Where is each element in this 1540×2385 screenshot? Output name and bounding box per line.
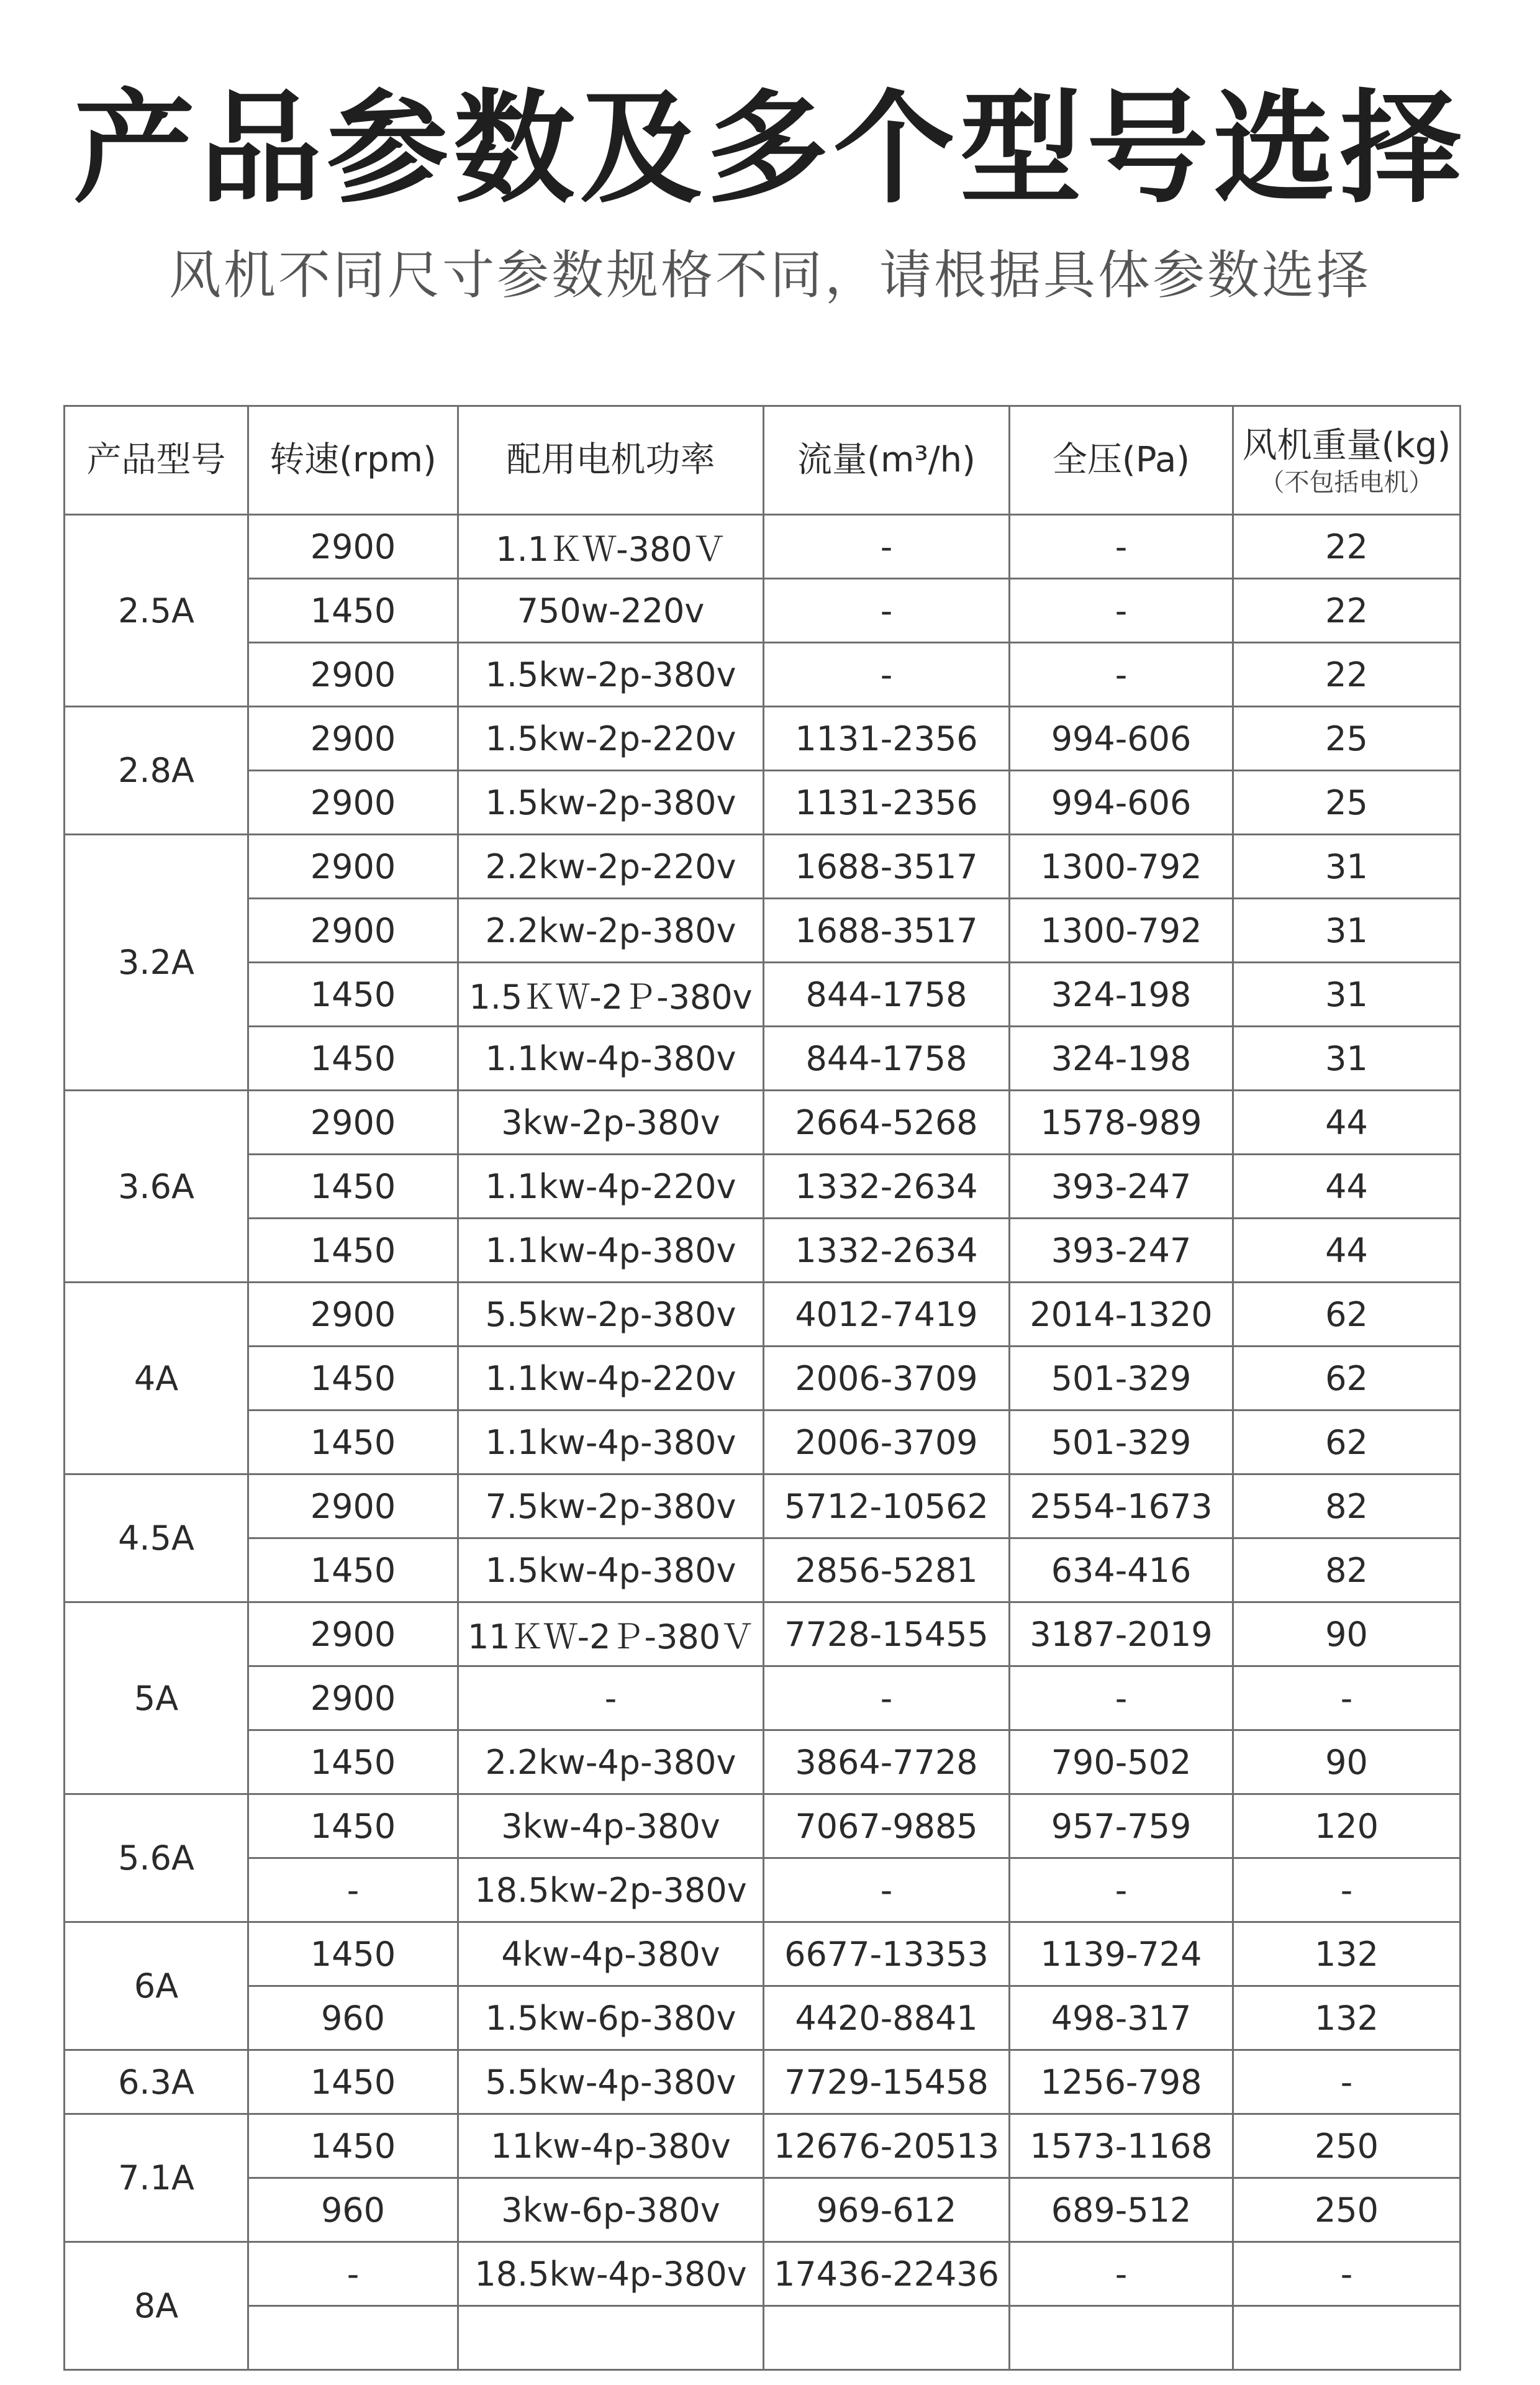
weight-cell: 44 (1233, 1091, 1461, 1155)
table-row (65, 835, 1461, 899)
power-cell: 7.5kw-2p-380v (458, 1474, 764, 1538)
pressure-cell: 324-198 (1010, 1027, 1233, 1091)
table-row (65, 963, 1461, 1027)
table-header-row (65, 406, 1461, 515)
flow-cell: 7729-15458 (764, 2050, 1010, 2114)
col-header-model-label: 产品型号 (86, 440, 226, 480)
flow-cell: 2006-3709 (764, 1347, 1010, 1411)
pressure-cell: 1300-792 (1010, 835, 1233, 899)
table-row (65, 1474, 1461, 1538)
weight-cell: 90 (1233, 1730, 1461, 1794)
power-cell: 2.2kw-2p-380v (458, 899, 764, 963)
pressure-cell: 1256-798 (1010, 2050, 1233, 2114)
weight-cell: 31 (1233, 835, 1461, 899)
pressure-cell: 501-329 (1010, 1411, 1233, 1474)
flow-cell: 1332-2634 (764, 1155, 1010, 1219)
power-cell: 5.5kw-4p-380v (458, 2050, 764, 2114)
flow-cell: 2856-5281 (764, 1538, 1010, 1602)
power-cell: 5.5kw-2p-380v (458, 1283, 764, 1347)
pressure-cell: 2554-1673 (1010, 1474, 1233, 1538)
table-row (65, 1858, 1461, 1922)
spec-table-body (65, 515, 1461, 2370)
speed-cell: 1450 (248, 1219, 458, 1283)
speed-cell: 1450 (248, 1347, 458, 1411)
col-header-model (65, 406, 248, 515)
power-cell: 4kw-4p-380v (458, 1922, 764, 1986)
weight-cell: 44 (1233, 1219, 1461, 1283)
table-row (65, 2178, 1461, 2242)
flow-cell: 12676-20513 (764, 2114, 1010, 2178)
table-row (65, 579, 1461, 643)
speed-cell: 1450 (248, 1027, 458, 1091)
table-row (65, 515, 1461, 579)
weight-cell: 22 (1233, 579, 1461, 643)
power-cell: 18.5kw-4p-380v (458, 2242, 764, 2306)
table-row (65, 1730, 1461, 1794)
flow-cell (764, 2306, 1010, 2370)
flow-cell: 1332-2634 (764, 1219, 1010, 1283)
weight-cell (1233, 2306, 1461, 2370)
power-cell: 1.1kw-4p-380v (458, 1411, 764, 1474)
speed-cell: 2900 (248, 643, 458, 707)
pressure-cell: 994-606 (1010, 707, 1233, 771)
power-cell: 1.5kw-2p-380v (458, 643, 764, 707)
model-cell: 6.3A (65, 2050, 248, 2114)
speed-cell: 1450 (248, 963, 458, 1027)
weight-cell: 25 (1233, 707, 1461, 771)
flow-cell: 844-1758 (764, 963, 1010, 1027)
col-header-weight-note: （不包括电机） (1259, 468, 1434, 497)
table-row (65, 1602, 1461, 1666)
pressure-cell: - (1010, 643, 1233, 707)
flow-cell: - (764, 1858, 1010, 1922)
speed-cell: 1450 (248, 1922, 458, 1986)
power-cell: 1.1kw-4p-220v (458, 1155, 764, 1219)
pressure-cell: 324-198 (1010, 963, 1233, 1027)
weight-cell: 31 (1233, 1027, 1461, 1091)
flow-cell: 1131-2356 (764, 707, 1010, 771)
model-cell: 3.6A (65, 1091, 248, 1283)
speed-cell: 1450 (248, 1538, 458, 1602)
model-cell: 2.5A (65, 515, 248, 707)
weight-cell: 132 (1233, 1986, 1461, 2050)
speed-cell: 2900 (248, 1474, 458, 1538)
flow-cell: 7728-15455 (764, 1602, 1010, 1666)
table-row (65, 1538, 1461, 1602)
pressure-cell: 1300-792 (1010, 899, 1233, 963)
flow-cell: 4012-7419 (764, 1283, 1010, 1347)
pressure-cell: 3187-2019 (1010, 1602, 1233, 1666)
speed-cell: 2900 (248, 899, 458, 963)
power-cell: 1.5ＫＷ-2Ｐ-380v (458, 963, 764, 1027)
power-cell (458, 2306, 764, 2370)
table-row (65, 1666, 1461, 1730)
speed-cell: 2900 (248, 515, 458, 579)
power-cell: 750w-220v (458, 579, 764, 643)
flow-cell: - (764, 1666, 1010, 1730)
weight-cell: 31 (1233, 899, 1461, 963)
speed-cell: 2900 (248, 771, 458, 835)
speed-cell: 2900 (248, 1091, 458, 1155)
power-cell: 1.5kw-2p-220v (458, 707, 764, 771)
power-cell: 1.5kw-4p-380v (458, 1538, 764, 1602)
flow-cell: 2006-3709 (764, 1411, 1010, 1474)
table-row (65, 2114, 1461, 2178)
col-header-power (458, 406, 764, 515)
model-cell: 5.6A (65, 1794, 248, 1922)
speed-cell: 2900 (248, 707, 458, 771)
table-row (65, 899, 1461, 963)
weight-cell: - (1233, 2050, 1461, 2114)
table-row (65, 2306, 1461, 2370)
pressure-cell: 2014-1320 (1010, 1283, 1233, 1347)
table-row (65, 771, 1461, 835)
power-cell: 3kw-2p-380v (458, 1091, 764, 1155)
col-header-speed-label: 转速(rpm) (270, 440, 437, 480)
speed-cell: 960 (248, 2178, 458, 2242)
table-row (65, 1027, 1461, 1091)
power-cell: 1.5kw-6p-380v (458, 1986, 764, 2050)
table-row (65, 643, 1461, 707)
col-header-pressure-label: 全压(Pa) (1052, 440, 1190, 480)
speed-cell: 1450 (248, 579, 458, 643)
speed-cell: 960 (248, 1986, 458, 2050)
flow-cell: 1688-3517 (764, 899, 1010, 963)
flow-cell: - (764, 643, 1010, 707)
speed-cell: 1450 (248, 1794, 458, 1858)
col-header-flow-label: 流量(m³/h) (797, 440, 976, 480)
table-row (65, 1155, 1461, 1219)
flow-cell: 7067-9885 (764, 1794, 1010, 1858)
speed-cell: 1450 (248, 2114, 458, 2178)
pressure-cell: 1573-1168 (1010, 2114, 1233, 2178)
weight-cell: 120 (1233, 1794, 1461, 1858)
table-row (65, 1794, 1461, 1858)
weight-cell: 62 (1233, 1347, 1461, 1411)
speed-cell: - (248, 1858, 458, 1922)
pressure-cell: 498-317 (1010, 1986, 1233, 2050)
speed-cell: 1450 (248, 1155, 458, 1219)
weight-cell: 25 (1233, 771, 1461, 835)
model-cell: 4.5A (65, 1474, 248, 1602)
flow-cell: 6677-13353 (764, 1922, 1010, 1986)
power-cell: 11kw-4p-380v (458, 2114, 764, 2178)
pressure-cell: 790-502 (1010, 1730, 1233, 1794)
col-header-power-label: 配用电机功率 (506, 440, 715, 480)
pressure-cell: 957-759 (1010, 1794, 1233, 1858)
flow-cell: 844-1758 (764, 1027, 1010, 1091)
col-header-speed (248, 406, 458, 515)
col-header-flow (764, 406, 1010, 515)
power-cell: 1.1kw-4p-380v (458, 1027, 764, 1091)
weight-cell: 31 (1233, 963, 1461, 1027)
weight-cell: 22 (1233, 643, 1461, 707)
flow-cell: 3864-7728 (764, 1730, 1010, 1794)
speed-cell (248, 2306, 458, 2370)
speed-cell: 2900 (248, 1283, 458, 1347)
weight-cell: 82 (1233, 1474, 1461, 1538)
power-cell: 1.1kw-4p-220v (458, 1347, 764, 1411)
table-row (65, 1922, 1461, 1986)
power-cell: 1.1ＫＷ-380Ｖ (458, 515, 764, 579)
pressure-cell: - (1010, 579, 1233, 643)
col-header-pressure (1010, 406, 1233, 515)
pressure-cell: 994-606 (1010, 771, 1233, 835)
pressure-cell: 1578-989 (1010, 1091, 1233, 1155)
table-row (65, 707, 1461, 771)
speed-cell: 2900 (248, 1602, 458, 1666)
page-title: 产品参数及多个型号选择 (73, 78, 1467, 220)
power-cell: 2.2kw-2p-220v (458, 835, 764, 899)
speed-cell: 1450 (248, 2050, 458, 2114)
weight-cell: 250 (1233, 2178, 1461, 2242)
flow-cell: 1131-2356 (764, 771, 1010, 835)
model-cell: 3.2A (65, 835, 248, 1091)
pressure-cell: 1139-724 (1010, 1922, 1233, 1986)
weight-cell: 62 (1233, 1283, 1461, 1347)
model-cell: 8A (65, 2242, 248, 2370)
col-header-weight-label: 风机重量(kg) (1242, 425, 1451, 466)
table-row (65, 1219, 1461, 1283)
col-header-weight (1233, 406, 1461, 515)
power-cell: 18.5kw-2p-380v (458, 1858, 764, 1922)
model-cell: 4A (65, 1283, 248, 1474)
weight-cell: - (1233, 2242, 1461, 2306)
model-cell: 2.8A (65, 707, 248, 835)
power-cell: 2.2kw-4p-380v (458, 1730, 764, 1794)
weight-cell: 90 (1233, 1602, 1461, 1666)
pressure-cell: - (1010, 2242, 1233, 2306)
weight-cell: 250 (1233, 2114, 1461, 2178)
weight-cell: 62 (1233, 1411, 1461, 1474)
weight-cell: 22 (1233, 515, 1461, 579)
speed-cell: 2900 (248, 1666, 458, 1730)
pressure-cell: - (1010, 1666, 1233, 1730)
flow-cell: 17436-22436 (764, 2242, 1010, 2306)
table-row (65, 1283, 1461, 1347)
table-row (65, 1091, 1461, 1155)
pressure-cell: 393-247 (1010, 1155, 1233, 1219)
model-cell: 5A (65, 1602, 248, 1794)
speed-cell: - (248, 2242, 458, 2306)
pressure-cell: - (1010, 515, 1233, 579)
pressure-cell: 634-416 (1010, 1538, 1233, 1602)
table-row (65, 1986, 1461, 2050)
power-cell: 3kw-4p-380v (458, 1794, 764, 1858)
table-row (65, 1411, 1461, 1474)
speed-cell: 2900 (248, 835, 458, 899)
power-cell: 3kw-6p-380v (458, 2178, 764, 2242)
pressure-cell: - (1010, 1858, 1233, 1922)
power-cell: - (458, 1666, 764, 1730)
weight-cell: 44 (1233, 1155, 1461, 1219)
weight-cell: 82 (1233, 1538, 1461, 1602)
table-row (65, 2050, 1461, 2114)
flow-cell: 2664-5268 (764, 1091, 1010, 1155)
power-cell: 1.5kw-2p-380v (458, 771, 764, 835)
flow-cell: - (764, 579, 1010, 643)
flow-cell: 969-612 (764, 2178, 1010, 2242)
weight-cell: - (1233, 1858, 1461, 1922)
pressure-cell: 501-329 (1010, 1347, 1233, 1411)
flow-cell: 4420-8841 (764, 1986, 1010, 2050)
table-row (65, 2242, 1461, 2306)
flow-cell: 5712-10562 (764, 1474, 1010, 1538)
power-cell: 1.1kw-4p-380v (458, 1219, 764, 1283)
model-cell: 7.1A (65, 2114, 248, 2242)
flow-cell: - (764, 515, 1010, 579)
pressure-cell (1010, 2306, 1233, 2370)
spec-table (63, 405, 1461, 2371)
speed-cell: 1450 (248, 1411, 458, 1474)
speed-cell: 1450 (248, 1730, 458, 1794)
pressure-cell: 393-247 (1010, 1219, 1233, 1283)
flow-cell: 1688-3517 (764, 835, 1010, 899)
weight-cell: - (1233, 1666, 1461, 1730)
page-subtitle: 风机不同尺寸参数规格不同，请根据具体参数选择 (168, 245, 1371, 306)
weight-cell: 132 (1233, 1922, 1461, 1986)
model-cell: 6A (65, 1922, 248, 2050)
power-cell: 11ＫＷ-2Ｐ-380Ｖ (458, 1602, 764, 1666)
pressure-cell: 689-512 (1010, 2178, 1233, 2242)
table-row (65, 1347, 1461, 1411)
